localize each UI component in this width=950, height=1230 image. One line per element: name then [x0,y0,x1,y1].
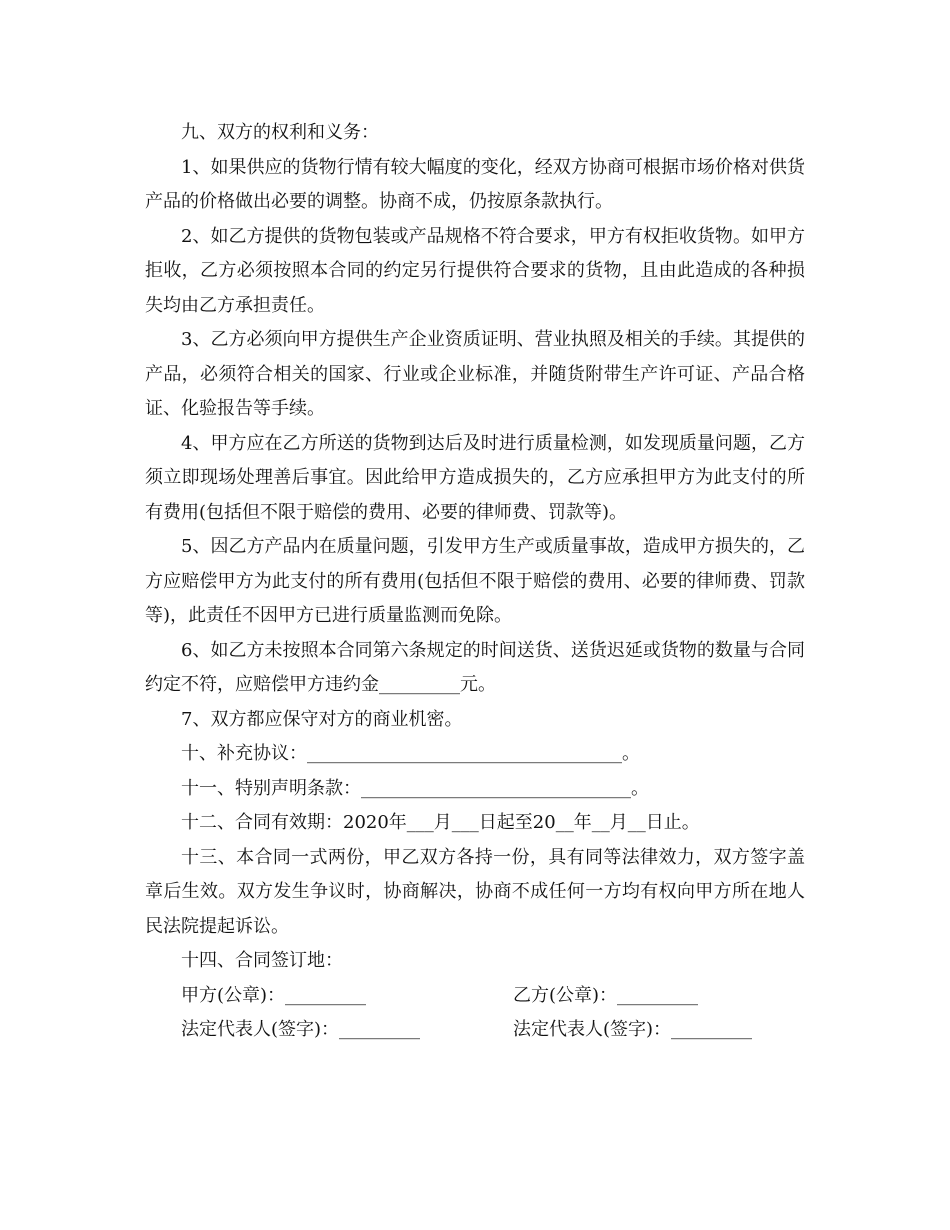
clause-9-3: 3、乙方必须向甲方提供生产企业资质证明、营业执照及相关的手续。其提供的产品，必须符合相关的国家、行业或企业标准，并随货附带生产许可证、产品合格证、化验报告等手续。 [145,329,805,419]
party-b-seal-field: 乙方(公章)：_________ [513,984,699,1006]
section-9-heading: 九、双方的权利和义务： [181,122,379,143]
section-12-validity: 十二、合同有效期：2020年___月___日起至20__年__月__日止。 [181,812,700,833]
representative-row [145,1013,805,1048]
document-body [145,116,805,1048]
section-11-special-terms: 十一、特别声明条款：______________________________。 [181,777,649,799]
party-a-representative-field: 法定代表人(签字)：_________ [181,1019,421,1040]
section-13-copies: 十三、本合同一式两份，甲乙双方各持一份，具有同等法律效力，双方签字盖章后生效。双方发生争议时，协商解决，协商不成任何一方均有权向甲方所在地人民法院提起诉讼。 [145,846,805,937]
party-a-seal-field: 甲方(公章)：_________ [181,984,367,1006]
clause-9-7: 7、双方都应保守对方的商业机密。 [181,708,463,730]
section-10-supplementary: 十、补充协议：___________________________________。 [181,743,640,764]
clause-9-4: 4、甲方应在乙方所送的货物到达后及时进行质量检测，如发现质量问题，乙方须立即现场处理善后事宜。因此给甲方造成损失的，乙方应承担甲方为此支付的所有费用(包括但不限于赔偿的费用、必要的律师费、罚款等)。 [145,432,805,523]
party-b-representative-field: 法定代表人(签字)：_________ [513,1019,753,1040]
clause-9-5: 5、因乙方产品内在质量问题，引发甲方生产或质量事故，造成甲方损失的，乙方应赔偿甲方为此支付的所有费用(包括但不限于赔偿的费用、必要的律师费、罚款等)，此责任不因甲方已进行质量监测而免除。 [145,536,805,626]
seal-row [145,979,805,1014]
clause-9-6: 6、如乙方未按照本合同第六条规定的时间送货、送货迟延或货物的数量与合同约定不符，应赔偿甲方违约金_________元。 [145,639,805,695]
section-14-signing-place: 十四、合同签订地： [181,950,343,971]
clause-9-2: 2、如乙方提供的货物包装或产品规格不符合要求，甲方有权拒收货物。如甲方拒收，乙方必须按照本合同的约定另行提供符合要求的货物，且由此造成的各种损失均由乙方承担责任。 [145,225,805,316]
clause-9-1: 1、如果供应的货物行情有较大幅度的变化，经双方协商可根据市场价格对供货产品的价格做出必要的调整。协商不成，仍按原条款执行。 [145,156,805,212]
